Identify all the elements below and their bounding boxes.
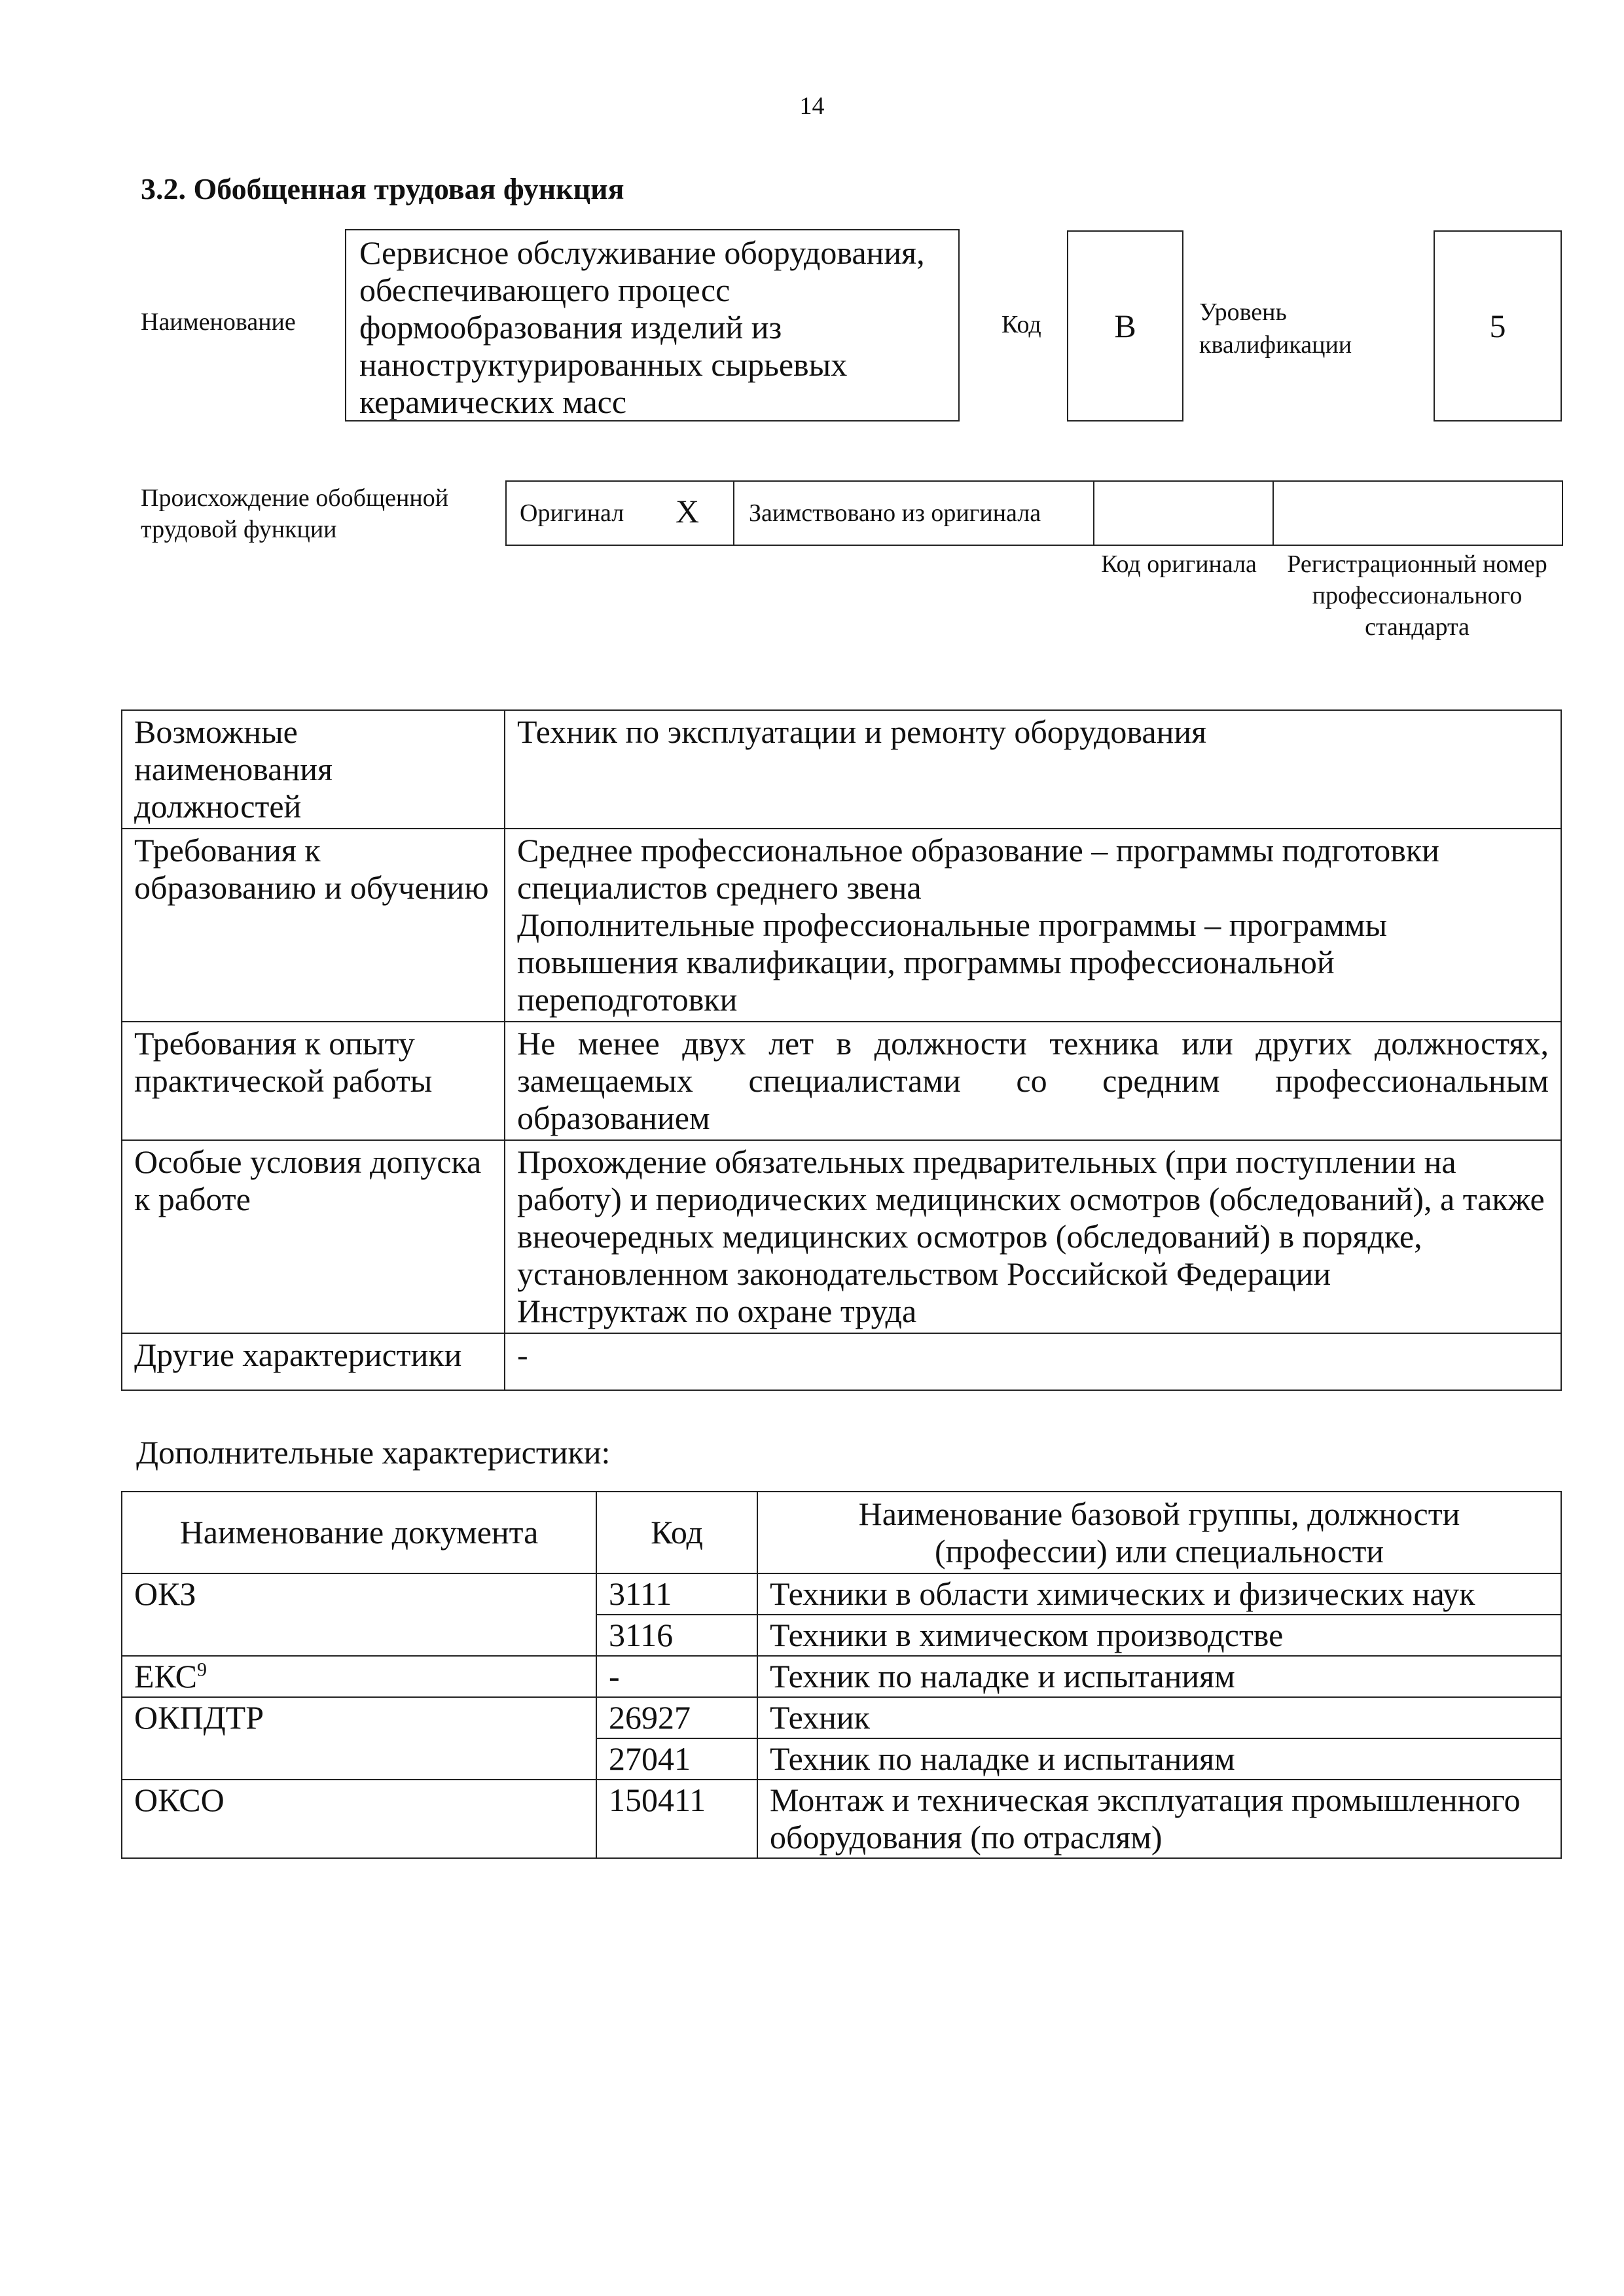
additional-title: Дополнительные характеристики: (136, 1434, 611, 1471)
value-line: Прохождение обязательных предварительных (при поступлении на работу) и периодических медицинских осмотров (обследований), а также внеочередных медицинских осмотров (обследований) в порядке, установленном законодательством Российской Федерации (517, 1143, 1545, 1292)
footnote-ref: 9 (197, 1659, 207, 1681)
code-cell: 3116 (596, 1615, 757, 1656)
table-row (122, 710, 1561, 829)
code-cell: 3111 (596, 1573, 757, 1615)
name-cell: Техник (757, 1697, 1561, 1738)
table-header-row (122, 1492, 1561, 1573)
row-label: Требования к образованию и обучению (122, 829, 505, 1022)
doc-cell: ОКПДТР (122, 1697, 596, 1780)
table-row (122, 1697, 1561, 1738)
table-row (122, 1656, 1561, 1697)
original-label: Оригинал (520, 499, 624, 527)
header-cell: Наименование документа (122, 1492, 596, 1573)
row-label: Требования к опыту практической работы (122, 1022, 505, 1140)
code-value: B (1114, 307, 1136, 344)
origin-label: Происхождение обобщенной трудовой функции (141, 484, 449, 543)
value-text: Не менее двух лет в должности техника или других должностях, замещаемых специалистами со средним профессиональным образованием (517, 1025, 1549, 1136)
row-label: Возможные наименования должностей (122, 710, 505, 829)
row-label: Другие характеристики (122, 1333, 505, 1390)
table-row (122, 1573, 1561, 1615)
divider (733, 482, 734, 545)
header-cell: Код (596, 1492, 757, 1573)
borrowed-label: Заимствовано из оригинала (749, 499, 1041, 527)
doc-cell: ОКЗ (122, 1573, 596, 1656)
doc-text: ЕКС (134, 1658, 197, 1695)
table-row (122, 829, 1561, 1022)
level-value: 5 (1489, 307, 1506, 344)
code-cell: 27041 (596, 1738, 757, 1780)
section-title: 3.2. Обобщенная трудовая функция (141, 172, 624, 206)
code-cell: 150411 (596, 1780, 757, 1858)
page-number: 14 (799, 92, 825, 120)
table-row (122, 1333, 1561, 1390)
reg-number-caption: Регистрационный номер профессионального стандарта (1287, 550, 1547, 641)
name-cell: Техник по наладке и испытаниям (757, 1738, 1561, 1780)
table-row (122, 1780, 1561, 1858)
doc-cell: ОКСО (122, 1780, 596, 1858)
level-label: Уровень квалификации (1199, 298, 1352, 359)
level-box (1434, 230, 1562, 422)
name-cell: Техники в химическом производстве (757, 1615, 1561, 1656)
value-line: Инструктаж по охране труда (517, 1293, 917, 1329)
row-value (505, 1022, 1561, 1140)
main-table (121, 709, 1562, 1391)
name-label: Наименование (141, 308, 296, 336)
name-value: Сервисное обслуживание оборудования, обеспечивающего процесс формообразования изделий из наноструктурированных сырьевых керамических масс (359, 234, 925, 420)
code-cell: - (596, 1656, 757, 1697)
row-value (505, 1140, 1561, 1333)
additional-table (121, 1491, 1562, 1859)
header-cell: Наименование базовой группы, должности (профессии) или специальности (757, 1492, 1561, 1573)
code-label: Код (1001, 311, 1041, 338)
original-mark: X (676, 493, 700, 529)
value-line: Дополнительные профессиональные программы – программы повышения квалификации, программы профессиональной переподготовки (517, 906, 1388, 1018)
code-cell: 26927 (596, 1697, 757, 1738)
name-cell: Техники в области химических и физических наук (757, 1573, 1561, 1615)
value-line: Среднее профессиональное образование – программы подготовки специалистов среднего звена (517, 832, 1439, 906)
row-value: - (505, 1333, 1561, 1390)
divider (1272, 482, 1274, 545)
doc-cell (122, 1656, 596, 1697)
row-value: Техник по эксплуатации и ремонту оборудования (505, 710, 1561, 829)
name-cell: Монтаж и техническая эксплуатация промышленного оборудования (по отраслям) (757, 1780, 1561, 1858)
table-row (122, 1022, 1561, 1140)
row-value (505, 829, 1561, 1022)
row-label: Особые условия допуска к работе (122, 1140, 505, 1333)
name-box (345, 229, 960, 422)
origin-box (505, 480, 1563, 546)
code-box (1067, 230, 1183, 422)
original-code-caption: Код оригинала (1101, 550, 1257, 578)
divider (1093, 482, 1094, 545)
name-cell: Техник по наладке и испытаниям (757, 1656, 1561, 1697)
table-row (122, 1140, 1561, 1333)
